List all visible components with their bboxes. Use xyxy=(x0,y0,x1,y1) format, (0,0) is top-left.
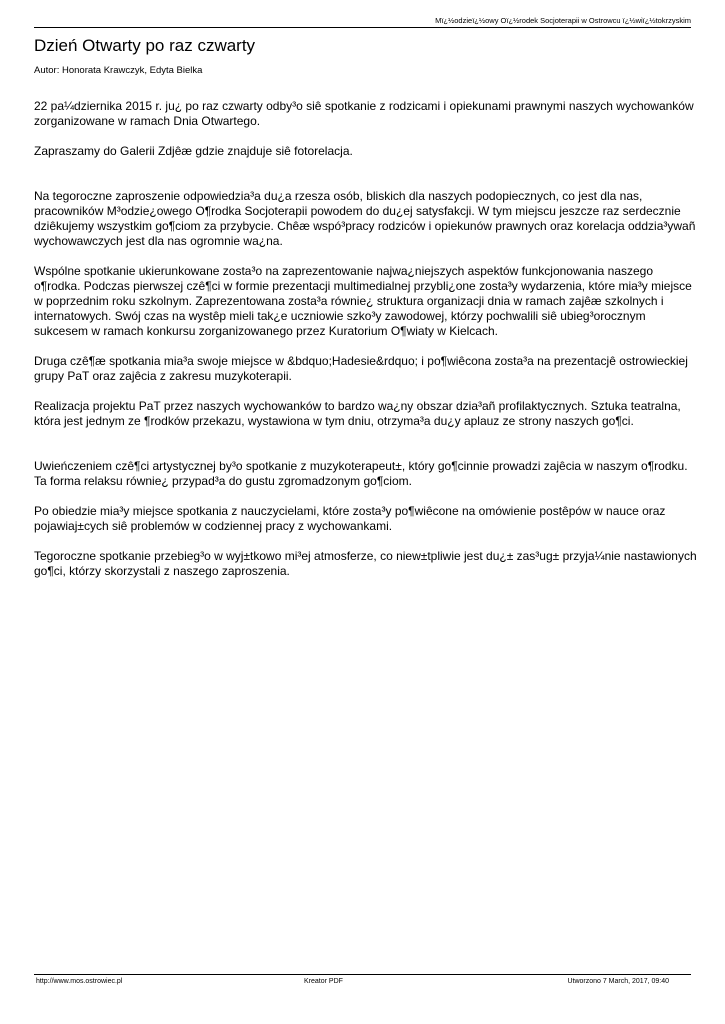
paragraph-intro: 22 pa¼dziernika 2015 r. ju¿ po raz czwarty odby³o siê spotkanie z rodzicami i opiekunami prawnymi naszych wychowanków zorganizowane w ramach Dnia Otwartego. xyxy=(34,99,694,128)
article-title: Dzień Otwarty po raz czwarty xyxy=(34,36,256,55)
footer-creator: Kreator PDF xyxy=(304,978,343,985)
page-header xyxy=(34,14,691,28)
header-site-name: Mï¿½odzieï¿½owy Oï¿½rodek Socjoterapii w Ostrowcu ï¿½wiï¿½tokrzyskim xyxy=(435,16,691,25)
article-body xyxy=(34,99,700,594)
article-author: Autor: Honorata Krawczyk, Edyta Bielka xyxy=(34,65,203,76)
paragraph-pat-project: Realizacja projektu PaT przez naszych wychowanków to bardzo wa¿ny obszar dzia³añ profilaktycznych. Sztuka teatralna, która jest jednym ze ¶rodków przekazu, wystawiona w tym dniu, otrzyma³a du¿y aplauz ze strony naszych go¶ci. xyxy=(34,399,681,428)
footer-url-link[interactable]: http://www.mos.ostrowiec.pl xyxy=(36,978,123,985)
paragraph-teachers: Po obiedzie mia³y miejsce spotkania z nauczycielami, które zosta³y po¶wiêcone na omówienie postêpów w nauce oraz pojawiaj±cych siê problemów w codziennej pracy z wychowankami. xyxy=(34,504,666,533)
footer-created-date: Utworzono 7 March, 2017, 09:40 xyxy=(567,978,669,985)
paragraph-invitation: Na tegoroczne zaproszenie odpowiedzia³a du¿a rzesza osób, bliskich dla naszych podopiecznych, co jest dla nas, pracowników M³odzie¿owego O¶rodka Socjoterapii powodem do du¿ej satysfakcji. W tym miejscu jeszcze raz serdecznie dziêkujemy wszystkim go¶ciom za przybycie. Chêæ wspó³pracy rodziców i opiekunów prawnych oraz korelacja oddzia³ywañ wychowawczych jest dla nas ogromnie wa¿na. xyxy=(34,189,696,248)
paragraph-music-therapy: Uwieńczeniem czê¶ci artystycznej by³o spotkanie z muzykoterapeut±, który go¶cinnie prowadzi zajêcia w naszym o¶rodku. Ta forma relaksu równie¿ przypad³a do gustu zgromadzonym go¶ciom. xyxy=(34,459,688,488)
paragraph-meeting: Wspólne spotkanie ukierunkowane zosta³o na zaprezentowanie najwa¿niejszych aspektów funkcjonowania naszego o¶rodka. Podczas pierwszej czê¶ci w formie prezentacji multimedialnej przybli¿one zosta³y wydarzenia, które mia³y miejsce w poprzednim roku szkolnym. Zaprezentowana zosta³a równie¿ struktura organizacji dnia w ramach zajêæ szkolnych i internatowych. Swój czas na wystêp mieli tak¿e uczniowie szko³y zawodowej, którzy pochwalili siê ubieg³orocznym sukcesem w ramach konkursu zorganizowanego przez Kuratorium O¶wiaty w Kielcach. xyxy=(34,264,692,338)
paragraph-closing: Tegoroczne spotkanie przebieg³o w wyj±tkowo mi³ej atmosferze, co niew±tpliwie jest du¿± zas³ug± przyja¼nie nastawionych go¶ci, którzy skorzystali z naszego zaproszenia. xyxy=(34,549,697,578)
paragraph-gallery: Zapraszamy do Galerii Zdjêæ gdzie znajduje siê fotorelacja. xyxy=(34,144,353,158)
paragraph-second-part: Druga czê¶æ spotkania mia³a swoje miejsce w &bdquo;Hadesie&rdquo; i po¶wiêcona zosta³a na prezentacjê ostrowieckiej grupy PaT oraz zajêcia z zakresu muzykoterapii. xyxy=(34,354,688,383)
page-footer xyxy=(34,974,691,989)
